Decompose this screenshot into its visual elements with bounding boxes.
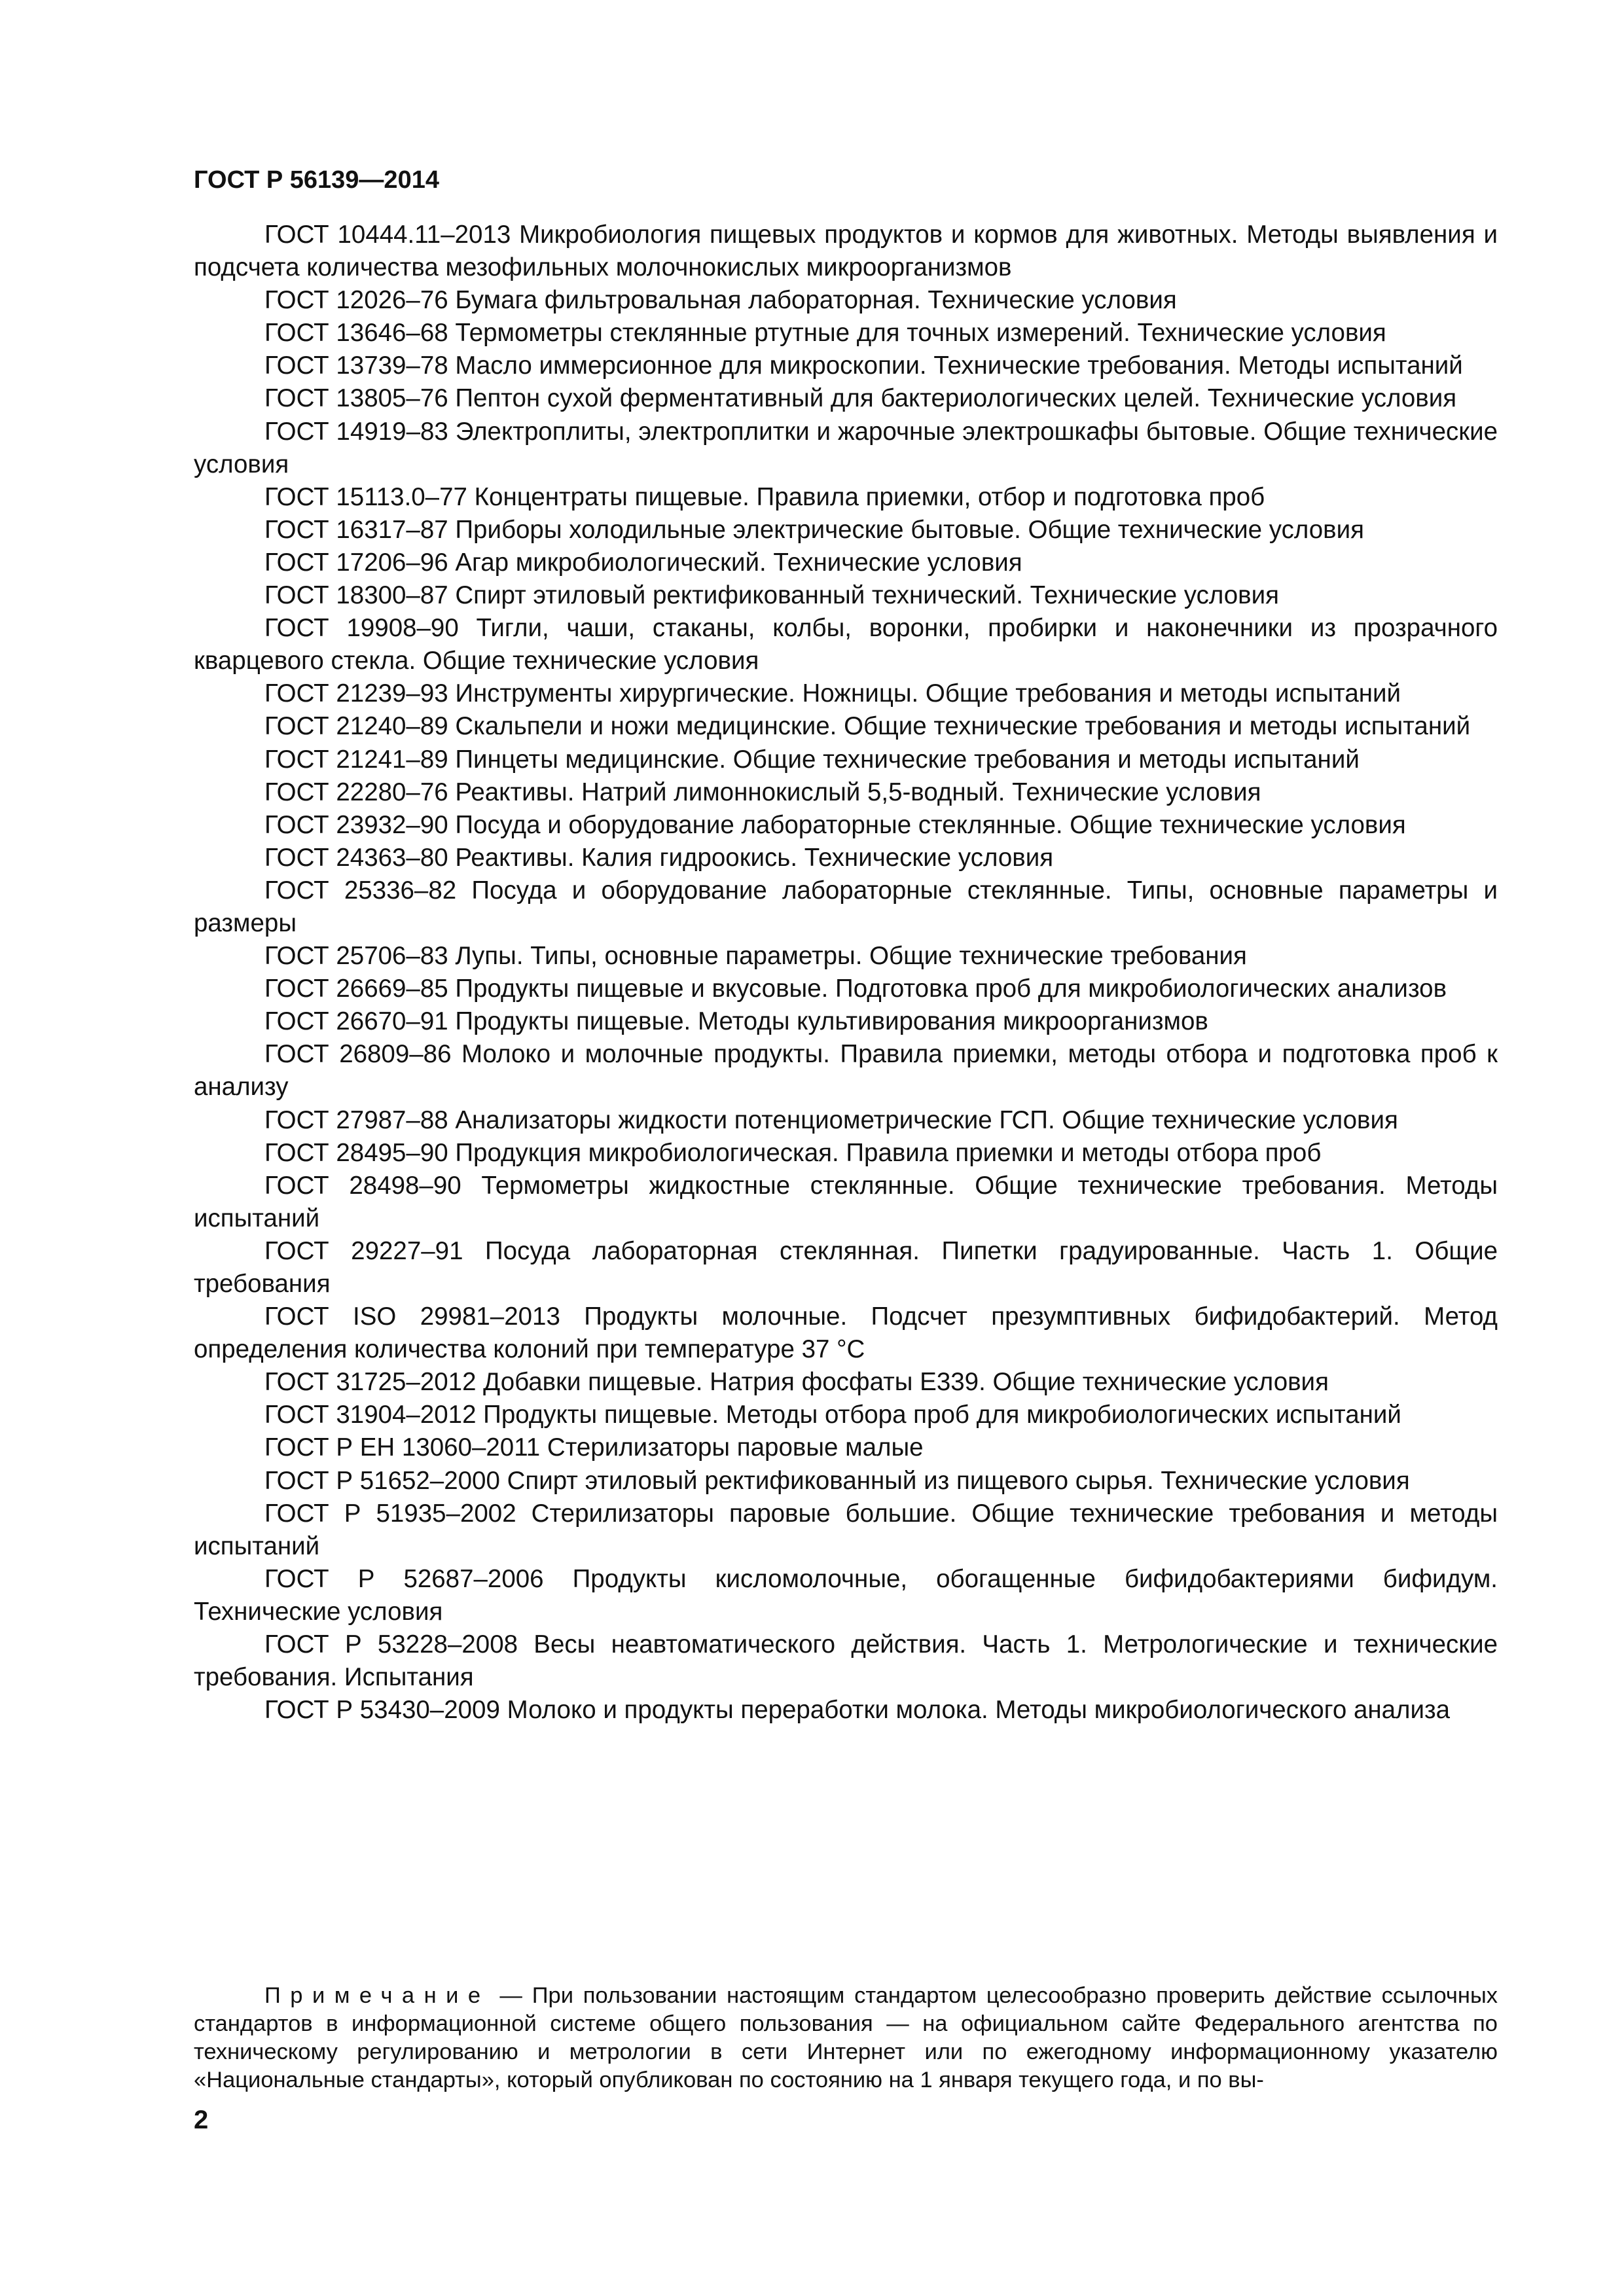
reference-item: ГОСТ 29227–91 Посуда лабораторная стеклянная. Пипетки градуированные. Часть 1. Общие требования [194,1236,1498,1298]
reference-item: ГОСТ 21240–89 Скальпели и ножи медицинские. Общие технические требования и методы испытаний [264,712,1471,741]
reference-item: ГОСТ 25706–83 Лупы. Типы, основные параметры. Общие технические требования [264,942,1247,971]
reference-item: ГОСТ 28495–90 Продукция микробиологическая. Правила приемки и методы отбора проб [264,1138,1322,1167]
reference-item: ГОСТ 31904–2012 Продукты пищевые. Методы отбора проб для микробиологических испытаний [264,1401,1401,1429]
reference-item: ГОСТ 27987–88 Анализаторы жидкости потенциометрические ГСП. Общие технические условия [264,1105,1398,1134]
reference-item: ГОСТ 12026–76 Бумага фильтровальная лабораторная. Технические условия [264,286,1177,315]
reference-item: ГОСТ Р 52687–2006 Продукты кисломолочные, обогащенные бифидобактериями бифидум. Технические условия [194,1564,1498,1626]
reference-item: ГОСТ 13739–78 Масло иммерсионное для микроскопии. Технические требования. Методы испытаний [264,351,1463,380]
reference-item: ГОСТ Р ЕН 13060–2011 Стерилизаторы паровые малые [264,1433,924,1462]
reference-item: ГОСТ 24363–80 Реактивы. Калия гидроокись. Технические условия [264,843,1054,872]
reference-item: ГОСТ 15113.0–77 Концентраты пищевые. Правила приемки, отбор и подготовка проб [264,482,1265,511]
reference-item: ГОСТ 31725–2012 Добавки пищевые. Натрия фосфаты Е339. Общие технические условия [264,1368,1329,1397]
note-text: — При пользовании настоящим стандартом целесообразно проверить действие ссылочных стандартов в информационной системе общего пользования — на официальном сайте Федерального агентства по техническому регулированию и метрологии в сети Интернет или по ежегодному информационному указателю «Национальные стандарты», который опубликован по состоянию на 1 января текущего года, и по вы- [194,1983,1498,2092]
document-code-header: ГОСТ Р 56139—2014 [194,166,439,194]
reference-item: ГОСТ 13805–76 Пептон сухой ферментативный для бактериологических целей. Технические условия [264,384,1457,413]
reference-item: ГОСТ 25336–82 Посуда и оборудование лабораторные стеклянные. Типы, основные параметры и размеры [194,876,1498,937]
reference-item: ГОСТ 13646–68 Термометры стеклянные ртутные для точных измерений. Технические условия [264,319,1386,348]
reference-item: ГОСТ 23932–90 Посуда и оборудование лабораторные стеклянные. Общие технические условия [264,810,1406,839]
reference-item: ГОСТ Р 51935–2002 Стерилизаторы паровые большие. Общие технические требования и методы испытаний [194,1499,1498,1560]
reference-item: ГОСТ ISO 29981–2013 Продукты молочные. Подсчет презумптивных бифидобактерий. Метод определения количества колоний при температуре 37 °С [194,1302,1498,1364]
reference-item: ГОСТ 22280–76 Реактивы. Натрий лимоннокислый 5,5-водный. Технические условия [264,778,1261,806]
reference-item: ГОСТ 21241–89 Пинцеты медицинские. Общие технические требования и методы испытаний [264,745,1360,774]
reference-item: ГОСТ 14919–83 Электроплиты, электроплитки и жарочные электрошкафы бытовые. Общие технические условия [194,417,1498,478]
page-number: 2 [194,2106,209,2134]
reference-item: ГОСТ 17206–96 Агар микробиологический. Технические условия [264,548,1022,577]
reference-item: ГОСТ Р 53228–2008 Весы неавтоматического действия. Часть 1. Метрологические и технические требования. Испытания [194,1630,1498,1692]
reference-item: ГОСТ 26669–85 Продукты пищевые и вкусовые. Подготовка проб для микробиологических анализов [264,975,1447,1003]
reference-item: ГОСТ 16317–87 Приборы холодильные электрические бытовые. Общие технические условия [264,515,1364,544]
reference-item: ГОСТ 21239–93 Инструменты хирургические. Ножницы. Общие требования и методы испытаний [264,679,1401,708]
reference-item: ГОСТ 18300–87 Спирт этиловый ректификованный технический. Технические условия [264,581,1279,610]
reference-item: ГОСТ Р 51652–2000 Спирт этиловый ректификованный из пищевого сырья. Технические условия [264,1466,1410,1495]
note-label: Примечание [264,1983,490,2008]
reference-item: ГОСТ 28498–90 Термометры жидкостные стеклянные. Общие технические требования. Методы испытаний [194,1171,1498,1232]
reference-item: ГОСТ 26809–86 Молоко и молочные продукты. Правила приемки, методы отбора и подготовка проб к анализу [194,1040,1498,1102]
reference-item: ГОСТ Р 53430–2009 Молоко и продукты переработки молока. Методы микробиологического анализа [264,1696,1451,1725]
reference-item: ГОСТ 10444.11–2013 Микробиология пищевых продуктов и кормов для животных. Методы выявления и подсчета количества мезофильных молочнокислых микроорганизмов [194,221,1498,282]
reference-item: ГОСТ 26670–91 Продукты пищевые. Методы культивирования микроорганизмов [264,1007,1208,1036]
normative-references-list [194,219,1498,1727]
reference-item: ГОСТ 19908–90 Тигли, чаши, стаканы, колбы, воронки, пробирки и наконечники из прозрачного кварцевого стекла. Общие технические условия [194,614,1498,675]
note-paragraph [194,1982,1498,2094]
